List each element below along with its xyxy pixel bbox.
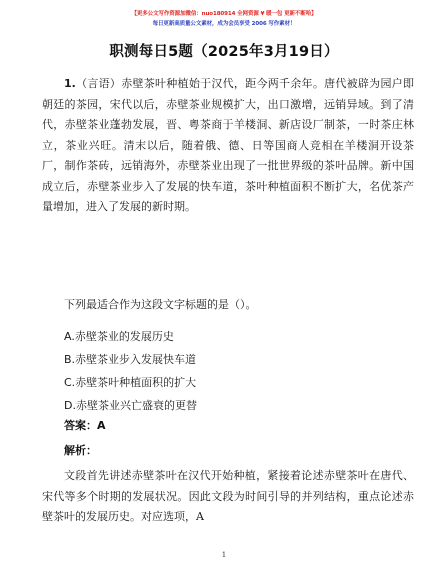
option-letter: A. bbox=[64, 330, 75, 343]
promo-banner-line-1: 【更多公文写作资源加微信：nuo180914 全网资源 ¥ 暖一包 更新不断哈】 bbox=[131, 11, 317, 17]
option-text: 赤壁茶业兴亡盛衰的更替 bbox=[75, 399, 197, 412]
option-b bbox=[64, 348, 404, 371]
promo-banner-line-2: 每日更新高质量公文素材，成为会员享受 2006 写作素材！ bbox=[152, 21, 296, 27]
option-d bbox=[64, 394, 404, 417]
option-text: 赤壁茶业步入发展快车道 bbox=[75, 353, 197, 366]
page-title: 职测每日5题（2025年3月19日） bbox=[109, 44, 339, 60]
question-passage bbox=[42, 74, 414, 218]
option-text: 赤壁茶叶种植面积的扩大 bbox=[75, 376, 197, 389]
answer-line: 答案：A bbox=[64, 419, 106, 432]
analysis-label: 解析： bbox=[64, 444, 97, 457]
option-text: 赤壁茶业的发展历史 bbox=[74, 330, 174, 343]
analysis-text: 文段首先讲述赤壁茶叶在汉代开始种植，紧接着论述赤壁茶叶在唐代、宋代等多个时期的发展状况。因此文段为时间引导的并列结构，重点论述赤壁茶叶的发展历史。对应选项，A bbox=[42, 469, 414, 523]
question-number: 1. bbox=[64, 77, 76, 90]
question-passage-text: （言语）赤壁茶叶种植始于汉代，距今两千余年。唐代被辟为园户即朝廷的茶园，宋代以后，赤壁茶业规模扩大，出口激增，远销异域。到了清代，赤壁茶业蓬勃发展，晋、粤茶商于羊楼洞、新店设厂制茶，一时茶庄林立，茶业兴旺。清末以后，随着俄、德、日等国商人竞相在羊楼洞开设茶厂，制作茶砖，远销海外，赤壁茶业出现了一批世界级的茶叶品牌。新中国成立后，赤壁茶业步入了发展的快车道，茶叶种植面积不断扩大，名优茶产量增加，进入了发展的新时期。 bbox=[42, 77, 414, 213]
option-letter: C. bbox=[64, 376, 76, 389]
answer-options bbox=[64, 325, 404, 417]
option-a bbox=[64, 325, 404, 348]
page-number: 1 bbox=[221, 551, 227, 559]
option-c bbox=[64, 371, 404, 394]
option-letter: D. bbox=[64, 399, 76, 412]
question-prompt: 下列最适合作为这段文字标题的是（）。 bbox=[64, 298, 257, 311]
option-letter: B. bbox=[64, 353, 76, 366]
